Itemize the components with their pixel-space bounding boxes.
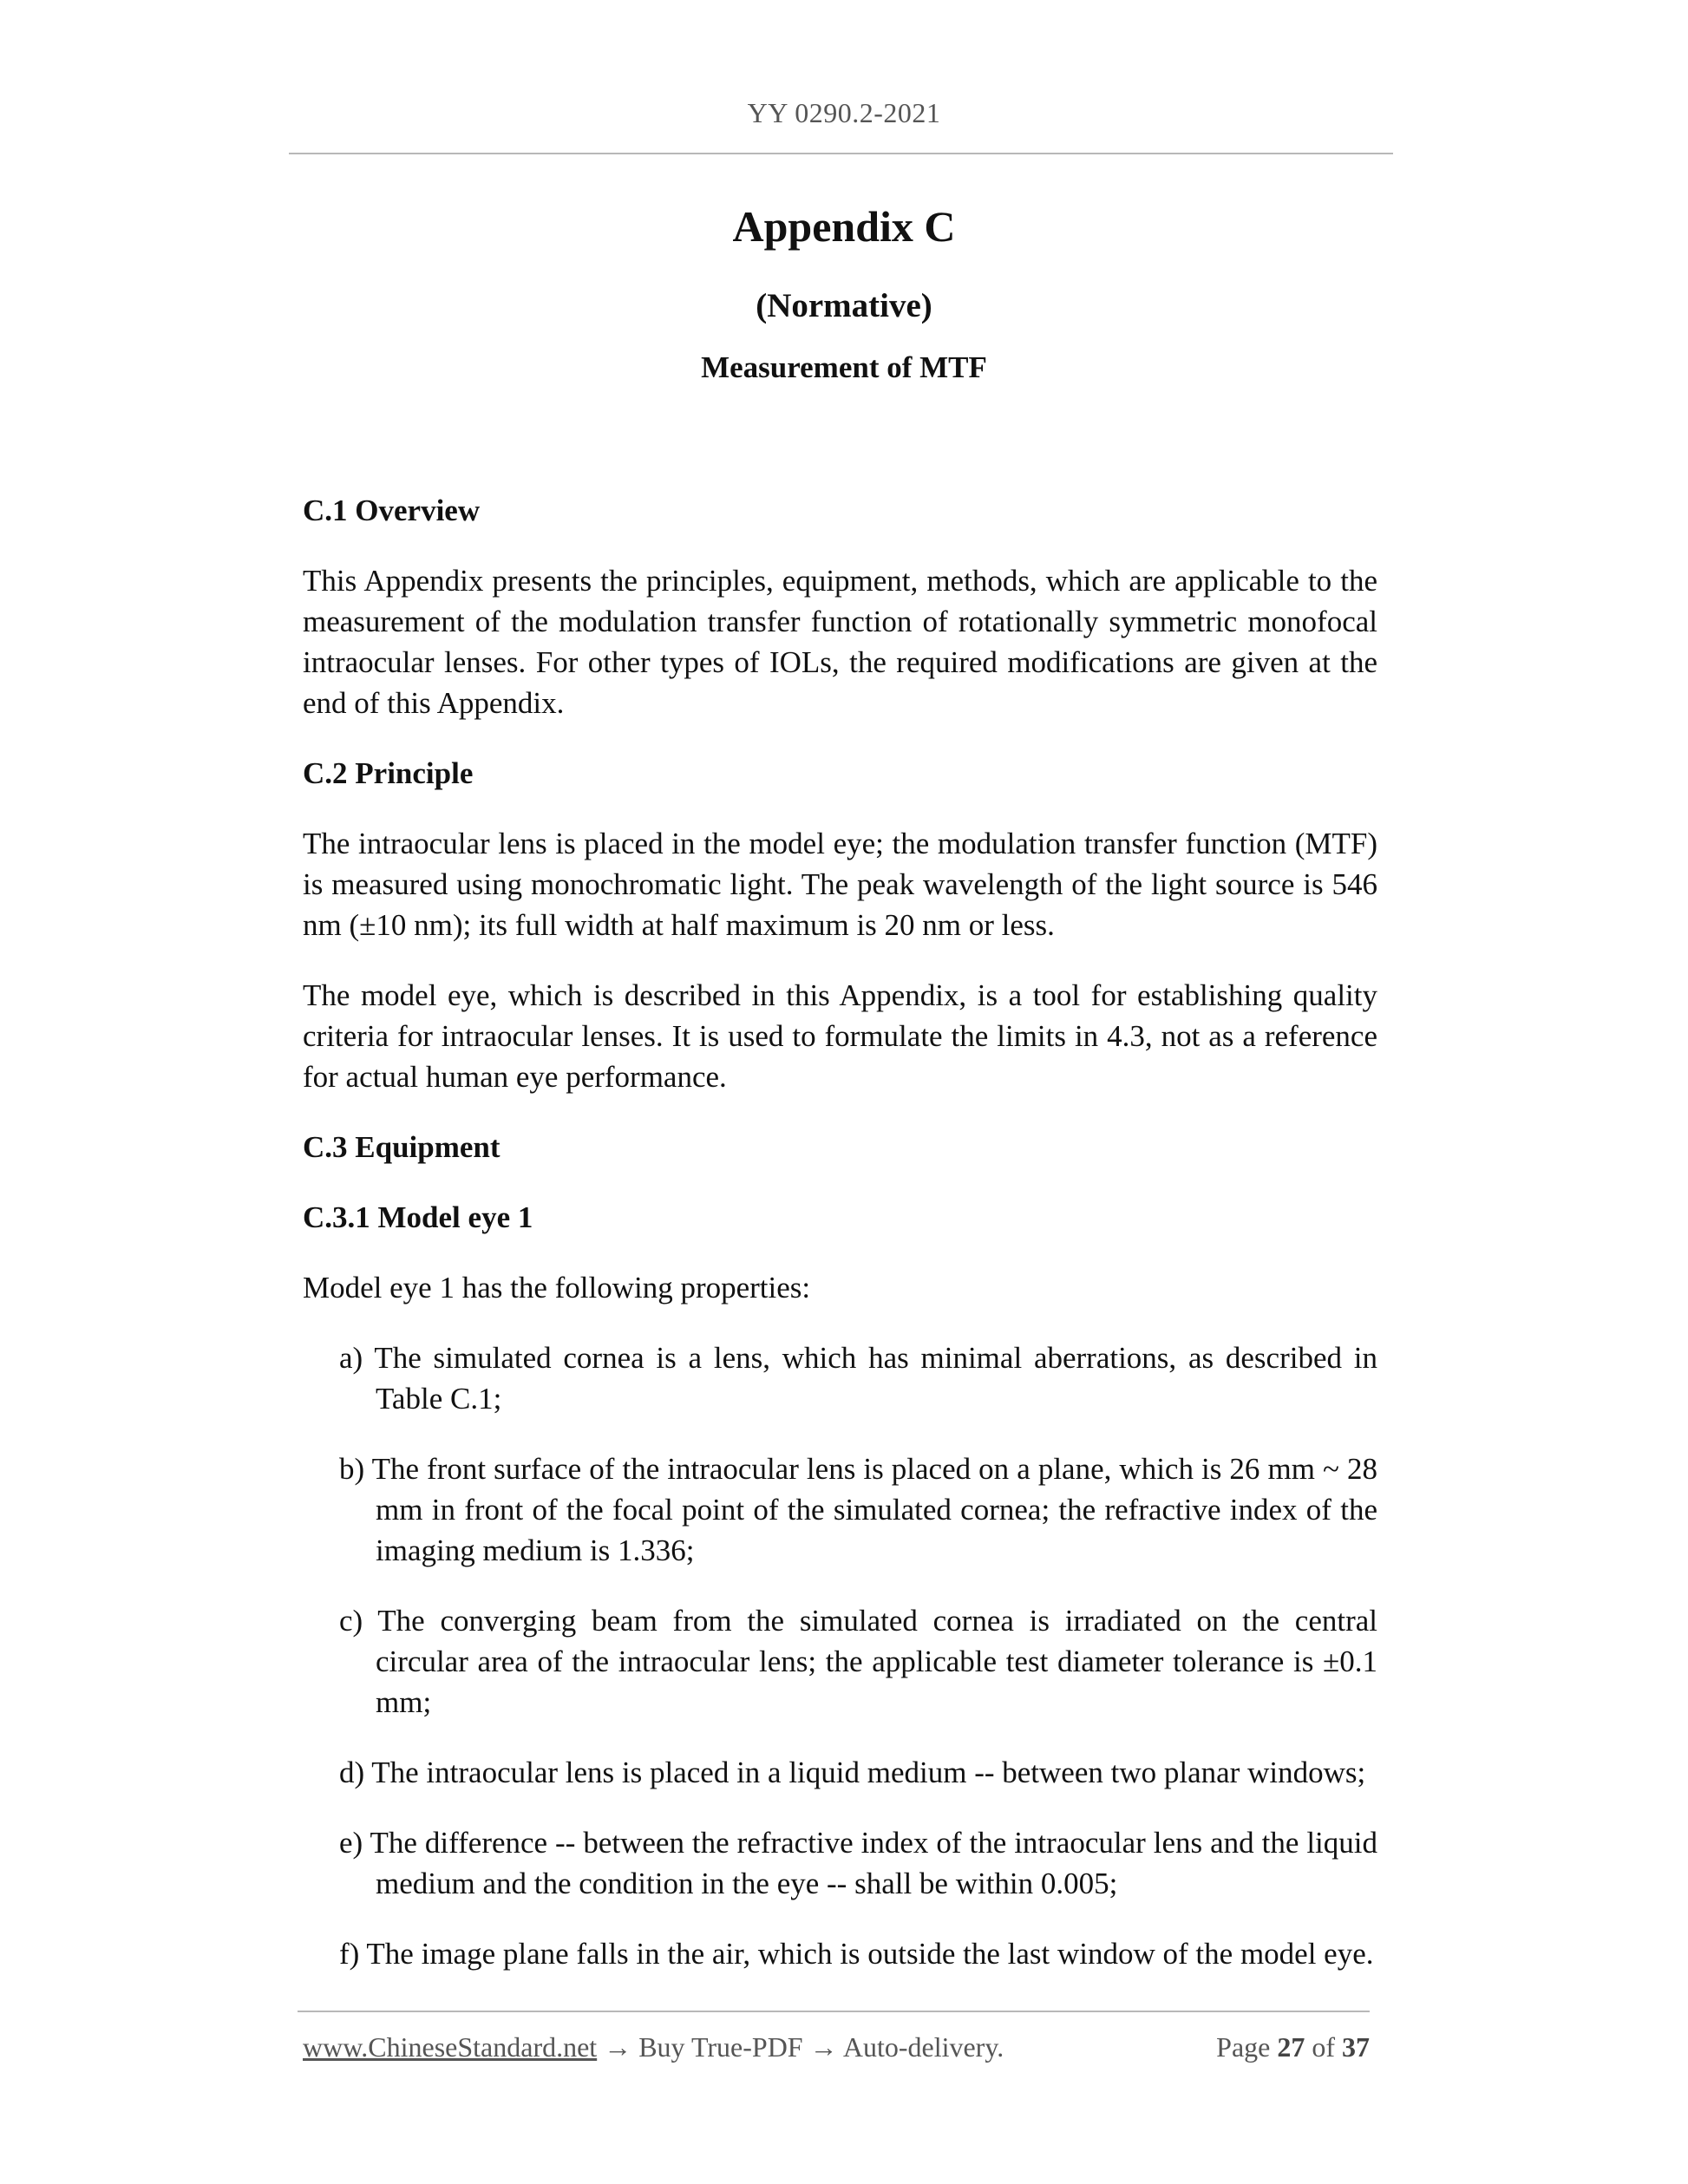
page-total: 37 [1342,2031,1370,2063]
list-item: c) The converging beam from the simulated cornea is irradiated on the central circular area of the intraocular lens; the applicable test diameter tolerance is ±0.1 mm; [339,1604,1377,1719]
promo-text: → Buy True-PDF → Auto-delivery. [597,2031,1004,2063]
of-label: of [1312,2031,1335,2063]
site-link[interactable]: www.ChineseStandard.net [303,2031,598,2063]
page-number: 27 [1277,2031,1305,2063]
list-item: b) The front surface of the intraocular lens is placed on a plane, which is 26 mm ~ 28 mm in front of the focal point of the simulated cornea; the refractive index of the imaging medium is 1.336; [339,1452,1377,1567]
footer-promo [303,2031,1004,2063]
paragraph-c2-model-eye: The model eye, which is described in this Appendix, is a tool for establishing quality criteria for intraocular lenses. It is used to formulate the limits in 4.3, not as a reference for actual human eye performance. [303,978,1377,1094]
section-heading-c3: C.3 Equipment [303,1130,501,1164]
appendix-subtitle: Measurement of MTF [701,350,987,384]
model-eye-properties-list [303,1337,1377,1974]
section-heading-c1: C.1 Overview [303,494,481,527]
page-label: Page [1216,2031,1271,2063]
list-item: e) The difference -- between the refractive index of the intraocular lens and the liquid medium and the condition in the eye -- shall be within 0.005; [339,1826,1377,1900]
paragraph-c2-principle: The intraocular lens is placed in the model eye; the modulation transfer function (MTF) is measured using monochromatic light. The peak wavelength of the light source is 546 nm (±10 nm); its full width at half maximum is 20 nm or less. [303,827,1377,942]
document-code: YY 0290.2-2021 [747,97,941,128]
paragraph-c1-overview: This Appendix presents the principles, equipment, methods, which are applicable to the measurement of the modulation transfer function of rotationally symmetric monofocal intraocular lenses. For other types of IOLs, the required modifications are given at the end of this Appendix. [303,564,1377,720]
header-divider [289,153,1393,154]
section-heading-c31: C.3.1 Model eye 1 [303,1200,533,1234]
appendix-title: Appendix C [732,202,956,251]
list-item: d) The intraocular lens is placed in a liquid medium -- between two planar windows; [339,1756,1366,1789]
footer-divider [298,2011,1370,2012]
list-item: f) The image plane falls in the air, which is outside the last window of the model eye. [339,1937,1374,1971]
page-footer [303,2031,1370,2071]
list-item: a) The simulated cornea is a lens, which has minimal aberrations, as described in Table C.1; [339,1341,1377,1416]
document-body [303,490,1377,2004]
page-indicator [1216,2031,1370,2063]
appendix-type: (Normative) [756,287,932,324]
paragraph-c31-intro: Model eye 1 has the following properties: [303,1271,811,1305]
section-heading-c2: C.2 Principle [303,756,474,790]
